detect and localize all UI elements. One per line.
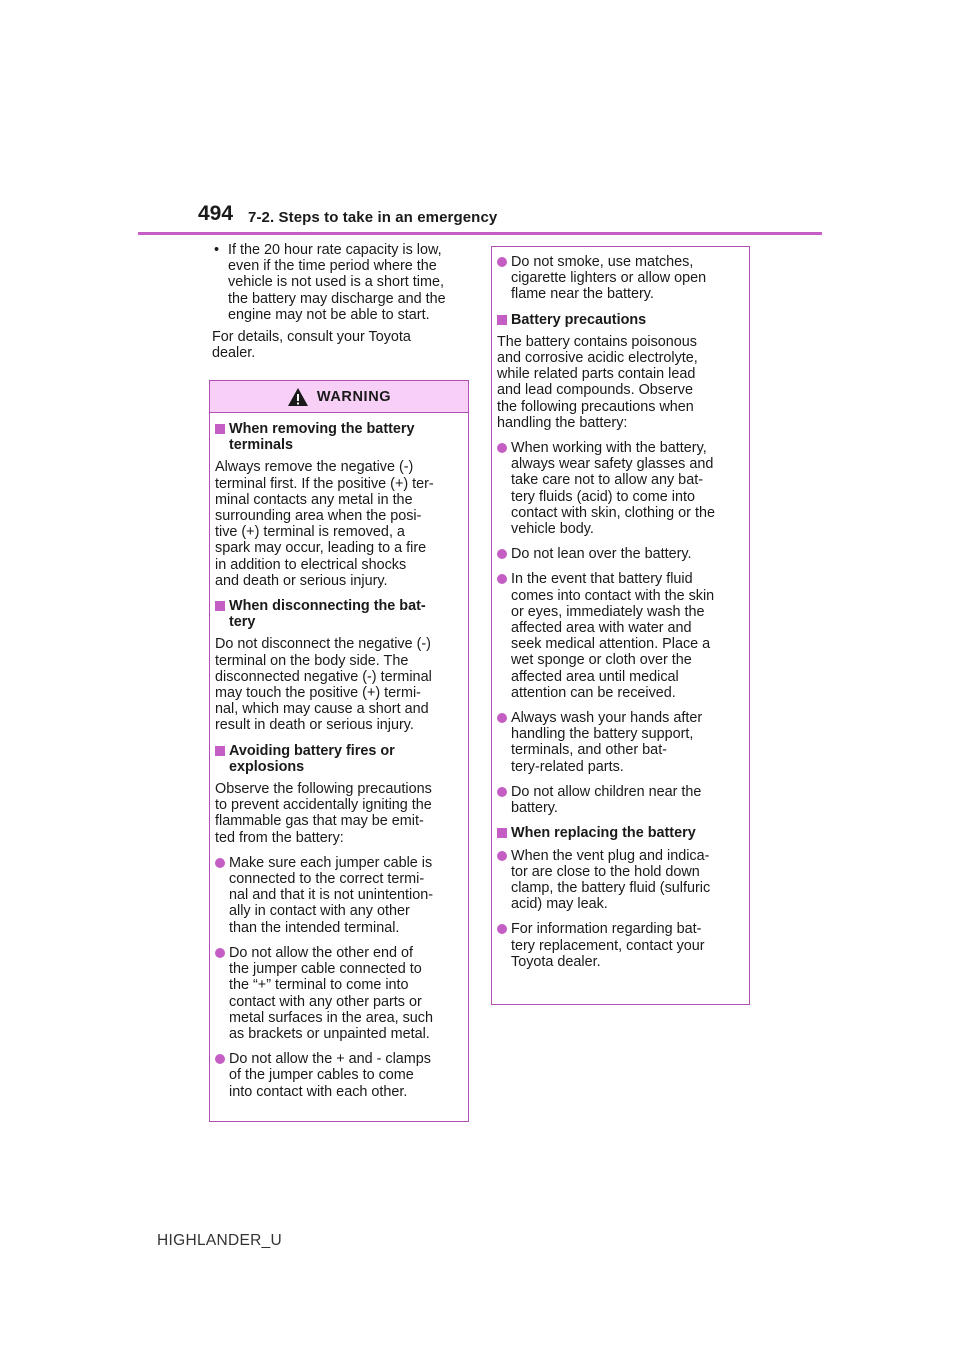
circle-bullet-icon — [215, 948, 225, 958]
warning-box — [209, 380, 469, 1122]
list-item: Do not allow the other end of the jumper cable connected to the “+” terminal to come into contact with any other parts or metal surfaces in the area, such as brackets or unpainted metal. — [215, 945, 463, 1042]
battery-precautions-text: The battery contains poisonous and corrosive acidic electrolyte, while related parts contain lead and lead compounds. Observe the following precautions when handling the battery: — [497, 333, 698, 431]
square-bullet-icon — [215, 746, 225, 756]
list-item: Always wash your hands after handling the battery support, terminals, and other bat- tery-related parts. — [497, 710, 744, 775]
section-title: 7-2. Steps to take in an emergency — [248, 209, 498, 226]
list-item: Do not smoke, use matches, cigarette lighters or allow open flame near the battery. — [497, 254, 744, 303]
circle-bullet-icon — [497, 574, 507, 584]
circle-bullet-icon — [215, 1054, 225, 1064]
heading-replacing-battery: When replacing the battery — [497, 825, 744, 841]
square-bullet-icon — [215, 424, 225, 434]
consult-dealer-text: For details, consult your Toyota dealer. — [212, 329, 411, 362]
page-number: 494 — [198, 202, 234, 225]
list-item: When working with the battery, always wear safety glasses and take care not to allow any bat- tery fluids (acid) to come into contact with skin, clothing or the vehicle body. — [497, 440, 744, 537]
square-bullet-icon — [497, 315, 507, 325]
circle-bullet-icon — [497, 257, 507, 267]
circle-bullet-icon — [497, 851, 507, 861]
heading-removing-terminals: When removing the battery terminals — [215, 421, 463, 453]
warning-header — [210, 381, 468, 413]
footer-model: HIGHLANDER_U — [157, 1232, 283, 1249]
circle-bullet-icon — [497, 924, 507, 934]
heading-fires-explosions: Avoiding battery fires or explosions — [215, 743, 463, 775]
square-bullet-icon — [497, 828, 507, 838]
list-item: When the vent plug and indica- tor are close to the hold down clamp, the battery fluid (sulfuric acid) may leak. — [497, 848, 744, 913]
warning-triangle-icon — [287, 387, 309, 407]
circle-bullet-icon — [497, 787, 507, 797]
list-item: Do not allow children near the battery. — [497, 784, 744, 816]
list-item: For information regarding bat- tery replacement, contact your Toyota dealer. — [497, 921, 744, 970]
disconnecting-text: Do not disconnect the negative (-) terminal on the body side. The disconnected negative (-) terminal may touch the positive (+) termi- nal, which may cause a short and result in death or serious injury. — [215, 636, 432, 734]
circle-bullet-icon — [497, 713, 507, 723]
list-item: In the event that battery fluid comes into contact with the skin or eyes, immediately wash the affected area with water and seek medical attention. Place a wet sponge or cloth over the affected area until medical attention can be received. — [497, 571, 744, 701]
list-item: Do not lean over the battery. — [497, 546, 744, 562]
removing-terminals-text: Always remove the negative (-) terminal first. If the positive (+) ter- minal contacts any metal in the surrounding area when the posi- tive (+) terminal is removed, a spark may occur, leading to a fire in addition to electrical shocks and death or serious injury. — [215, 459, 434, 589]
circle-bullet-icon — [497, 549, 507, 559]
list-item: Do not allow the + and - clamps of the jumper cables to come into contact with each other. — [215, 1051, 463, 1100]
heading-battery-precautions: Battery precautions — [497, 312, 744, 328]
circle-bullet-icon — [497, 443, 507, 453]
heading-disconnecting: When disconnecting the bat- tery — [215, 598, 463, 630]
capacity-note: • If the 20 hour rate capacity is low, even if the time period where the vehicle is not used is a short time, the battery may discharge and the engine may not be able to start. — [212, 242, 468, 323]
warning-label: WARNING — [316, 388, 392, 405]
warning-body-continued — [492, 247, 749, 970]
circle-bullet-icon — [215, 858, 225, 868]
header-divider — [138, 232, 822, 235]
fires-explosions-text: Observe the following precautions to prevent accidentally igniting the flammable gas that may be emit- ted from the battery: — [215, 781, 432, 846]
list-item: Make sure each jumper cable is connected to the correct termi- nal and that it is not unintention- ally in contact with any other than the intended terminal. — [215, 855, 463, 936]
left-column-text — [212, 242, 468, 361]
warning-box-continued — [491, 246, 750, 1005]
warning-body — [210, 413, 468, 1100]
square-bullet-icon — [215, 601, 225, 611]
